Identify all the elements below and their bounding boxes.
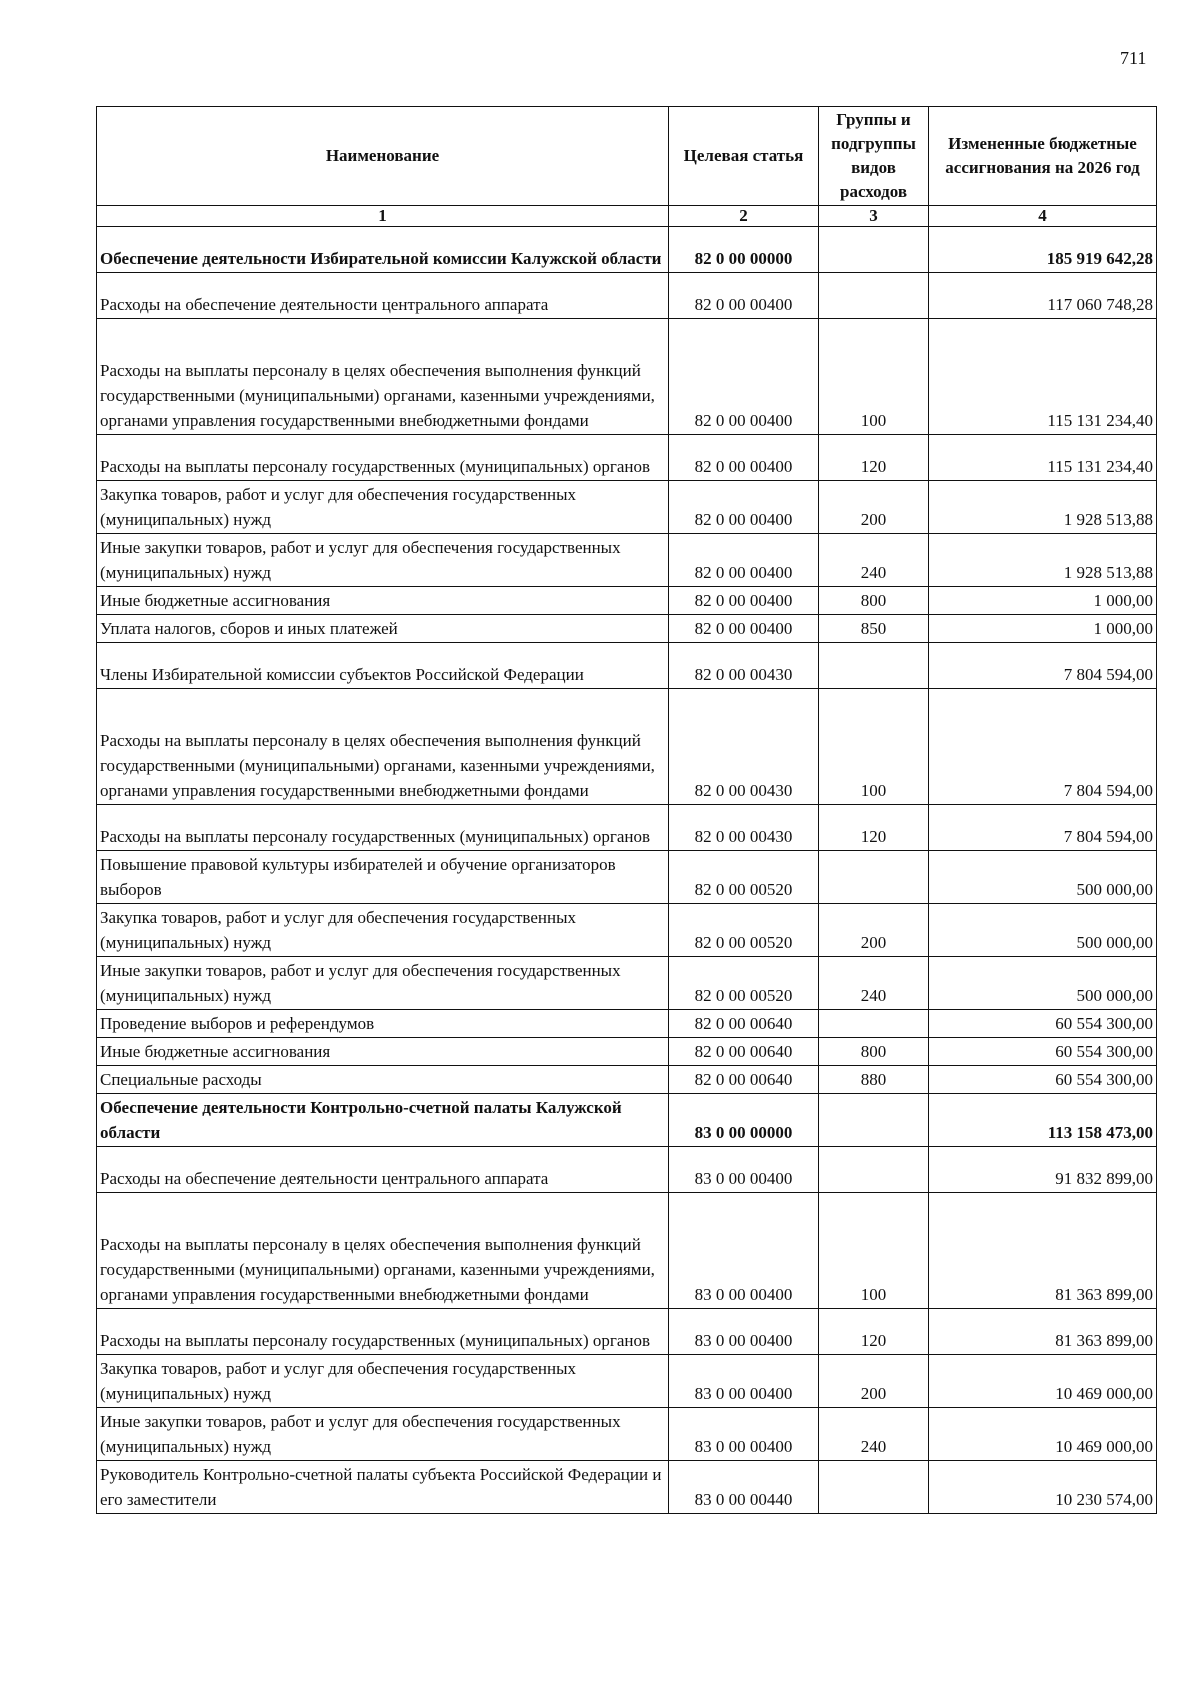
row-target-code: 82 0 00 00000 (669, 227, 819, 273)
row-name: Обеспечение деятельности Избирательной комиссии Калужской области (97, 227, 669, 273)
row-amount: 10 469 000,00 (929, 1408, 1157, 1461)
table-row (97, 805, 1157, 851)
table-body (97, 227, 1157, 1514)
header-amount: Измененные бюджетные ассигнования на 2026 год (929, 107, 1157, 206)
row-group: 240 (819, 534, 929, 587)
row-target-code: 82 0 00 00640 (669, 1066, 819, 1094)
row-amount: 113 158 473,00 (929, 1094, 1157, 1147)
row-group: 100 (819, 1193, 929, 1309)
row-amount: 500 000,00 (929, 851, 1157, 904)
row-group: 200 (819, 481, 929, 534)
table-row (97, 227, 1157, 273)
table-row (97, 904, 1157, 957)
page-number: 711 (1120, 48, 1147, 68)
row-name: Иные закупки товаров, работ и услуг для обеспечения государственных (муниципальных) нужд (97, 1408, 669, 1461)
row-name: Иные закупки товаров, работ и услуг для обеспечения государственных (муниципальных) нужд (97, 957, 669, 1010)
row-amount: 81 363 899,00 (929, 1309, 1157, 1355)
row-group: 200 (819, 1355, 929, 1408)
row-group (819, 1461, 929, 1514)
row-group (819, 1094, 929, 1147)
row-target-code: 82 0 00 00430 (669, 805, 819, 851)
row-target-code: 83 0 00 00440 (669, 1461, 819, 1514)
row-amount: 60 554 300,00 (929, 1038, 1157, 1066)
column-number-row (97, 206, 1157, 227)
row-group: 120 (819, 1309, 929, 1355)
header-target: Целевая статья (669, 107, 819, 206)
table-row (97, 1038, 1157, 1066)
header-name: Наименование (97, 107, 669, 206)
table-row (97, 1066, 1157, 1094)
row-name: Проведение выборов и референдумов (97, 1010, 669, 1038)
row-amount: 1 000,00 (929, 587, 1157, 615)
table-row (97, 481, 1157, 534)
row-group: 850 (819, 615, 929, 643)
row-target-code: 82 0 00 00400 (669, 615, 819, 643)
row-name: Расходы на выплаты персоналу государственных (муниципальных) органов (97, 435, 669, 481)
row-name: Расходы на выплаты персоналу государственных (муниципальных) органов (97, 1309, 669, 1355)
row-name: Иные бюджетные ассигнования (97, 1038, 669, 1066)
row-amount: 500 000,00 (929, 957, 1157, 1010)
row-target-code: 82 0 00 00640 (669, 1010, 819, 1038)
row-target-code: 83 0 00 00000 (669, 1094, 819, 1147)
row-group (819, 273, 929, 319)
table-row (97, 615, 1157, 643)
row-group: 240 (819, 1408, 929, 1461)
header-groups: Группы и подгруппы видов расходов (819, 107, 929, 206)
table-row (97, 273, 1157, 319)
row-target-code: 82 0 00 00520 (669, 851, 819, 904)
table-row (97, 643, 1157, 689)
column-number: 3 (819, 206, 929, 227)
table-row (97, 851, 1157, 904)
row-amount: 10 230 574,00 (929, 1461, 1157, 1514)
row-target-code: 82 0 00 00400 (669, 481, 819, 534)
table-row (97, 1094, 1157, 1147)
row-name: Специальные расходы (97, 1066, 669, 1094)
table-row (97, 435, 1157, 481)
table-row (97, 319, 1157, 435)
row-group (819, 643, 929, 689)
row-name: Иные бюджетные ассигнования (97, 587, 669, 615)
row-name: Расходы на выплаты персоналу в целях обеспечения выполнения функций государственными (муниципальными) органами, казенными учреждениями, органами управления государственными внебюджетными фондами (97, 319, 669, 435)
table-row (97, 1147, 1157, 1193)
row-target-code: 83 0 00 00400 (669, 1355, 819, 1408)
row-group (819, 227, 929, 273)
row-amount: 7 804 594,00 (929, 643, 1157, 689)
row-amount: 7 804 594,00 (929, 805, 1157, 851)
table-row (97, 1408, 1157, 1461)
row-group: 120 (819, 435, 929, 481)
row-target-code: 83 0 00 00400 (669, 1193, 819, 1309)
row-amount: 117 060 748,28 (929, 273, 1157, 319)
row-amount: 10 469 000,00 (929, 1355, 1157, 1408)
row-target-code: 82 0 00 00400 (669, 534, 819, 587)
row-amount: 60 554 300,00 (929, 1010, 1157, 1038)
row-target-code: 83 0 00 00400 (669, 1147, 819, 1193)
table-row (97, 1010, 1157, 1038)
row-name: Иные закупки товаров, работ и услуг для обеспечения государственных (муниципальных) нужд (97, 534, 669, 587)
row-group: 100 (819, 689, 929, 805)
row-group (819, 1147, 929, 1193)
row-target-code: 83 0 00 00400 (669, 1309, 819, 1355)
row-target-code: 82 0 00 00400 (669, 273, 819, 319)
row-group (819, 1010, 929, 1038)
column-number: 1 (97, 206, 669, 227)
row-name: Члены Избирательной комиссии субъектов Российской Федерации (97, 643, 669, 689)
row-group: 800 (819, 587, 929, 615)
table-row (97, 1355, 1157, 1408)
table-row (97, 587, 1157, 615)
row-group: 240 (819, 957, 929, 1010)
row-amount: 500 000,00 (929, 904, 1157, 957)
row-name: Расходы на выплаты персоналу в целях обеспечения выполнения функций государственными (муниципальными) органами, казенными учреждениями, органами управления государственными внебюджетными фондами (97, 689, 669, 805)
row-name: Закупка товаров, работ и услуг для обеспечения государственных (муниципальных) нужд (97, 481, 669, 534)
row-name: Расходы на выплаты персоналу государственных (муниципальных) органов (97, 805, 669, 851)
column-number: 2 (669, 206, 819, 227)
row-name: Расходы на обеспечение деятельности центрального аппарата (97, 273, 669, 319)
row-amount: 115 131 234,40 (929, 319, 1157, 435)
row-amount: 91 832 899,00 (929, 1147, 1157, 1193)
row-target-code: 82 0 00 00400 (669, 435, 819, 481)
table-row (97, 957, 1157, 1010)
row-amount: 115 131 234,40 (929, 435, 1157, 481)
row-target-code: 82 0 00 00430 (669, 689, 819, 805)
row-target-code: 83 0 00 00400 (669, 1408, 819, 1461)
row-amount: 7 804 594,00 (929, 689, 1157, 805)
row-target-code: 82 0 00 00400 (669, 319, 819, 435)
row-amount: 60 554 300,00 (929, 1066, 1157, 1094)
row-target-code: 82 0 00 00640 (669, 1038, 819, 1066)
table-row (97, 1193, 1157, 1309)
table-row (97, 1461, 1157, 1514)
table-row (97, 1309, 1157, 1355)
row-group: 100 (819, 319, 929, 435)
row-name: Повышение правовой культуры избирателей и обучение организаторов выборов (97, 851, 669, 904)
row-amount: 81 363 899,00 (929, 1193, 1157, 1309)
column-number: 4 (929, 206, 1157, 227)
row-group: 120 (819, 805, 929, 851)
row-name: Расходы на выплаты персоналу в целях обеспечения выполнения функций государственными (муниципальными) органами, казенными учреждениями, органами управления государственными внебюджетными фондами (97, 1193, 669, 1309)
row-group: 800 (819, 1038, 929, 1066)
row-name: Закупка товаров, работ и услуг для обеспечения государственных (муниципальных) нужд (97, 1355, 669, 1408)
row-name: Закупка товаров, работ и услуг для обеспечения государственных (муниципальных) нужд (97, 904, 669, 957)
row-target-code: 82 0 00 00520 (669, 904, 819, 957)
table-row (97, 689, 1157, 805)
budget-table (96, 106, 1157, 1514)
row-amount: 1 928 513,88 (929, 534, 1157, 587)
row-name: Уплата налогов, сборов и иных платежей (97, 615, 669, 643)
header-row (97, 107, 1157, 206)
row-name: Обеспечение деятельности Контрольно-счетной палаты Калужской области (97, 1094, 669, 1147)
row-amount: 185 919 642,28 (929, 227, 1157, 273)
row-group: 200 (819, 904, 929, 957)
row-target-code: 82 0 00 00400 (669, 587, 819, 615)
row-target-code: 82 0 00 00520 (669, 957, 819, 1010)
table-row (97, 534, 1157, 587)
row-group: 880 (819, 1066, 929, 1094)
row-amount: 1 000,00 (929, 615, 1157, 643)
row-name: Руководитель Контрольно-счетной палаты субъекта Российской Федерации и его заместители (97, 1461, 669, 1514)
row-name: Расходы на обеспечение деятельности центрального аппарата (97, 1147, 669, 1193)
row-target-code: 82 0 00 00430 (669, 643, 819, 689)
row-group (819, 851, 929, 904)
row-amount: 1 928 513,88 (929, 481, 1157, 534)
